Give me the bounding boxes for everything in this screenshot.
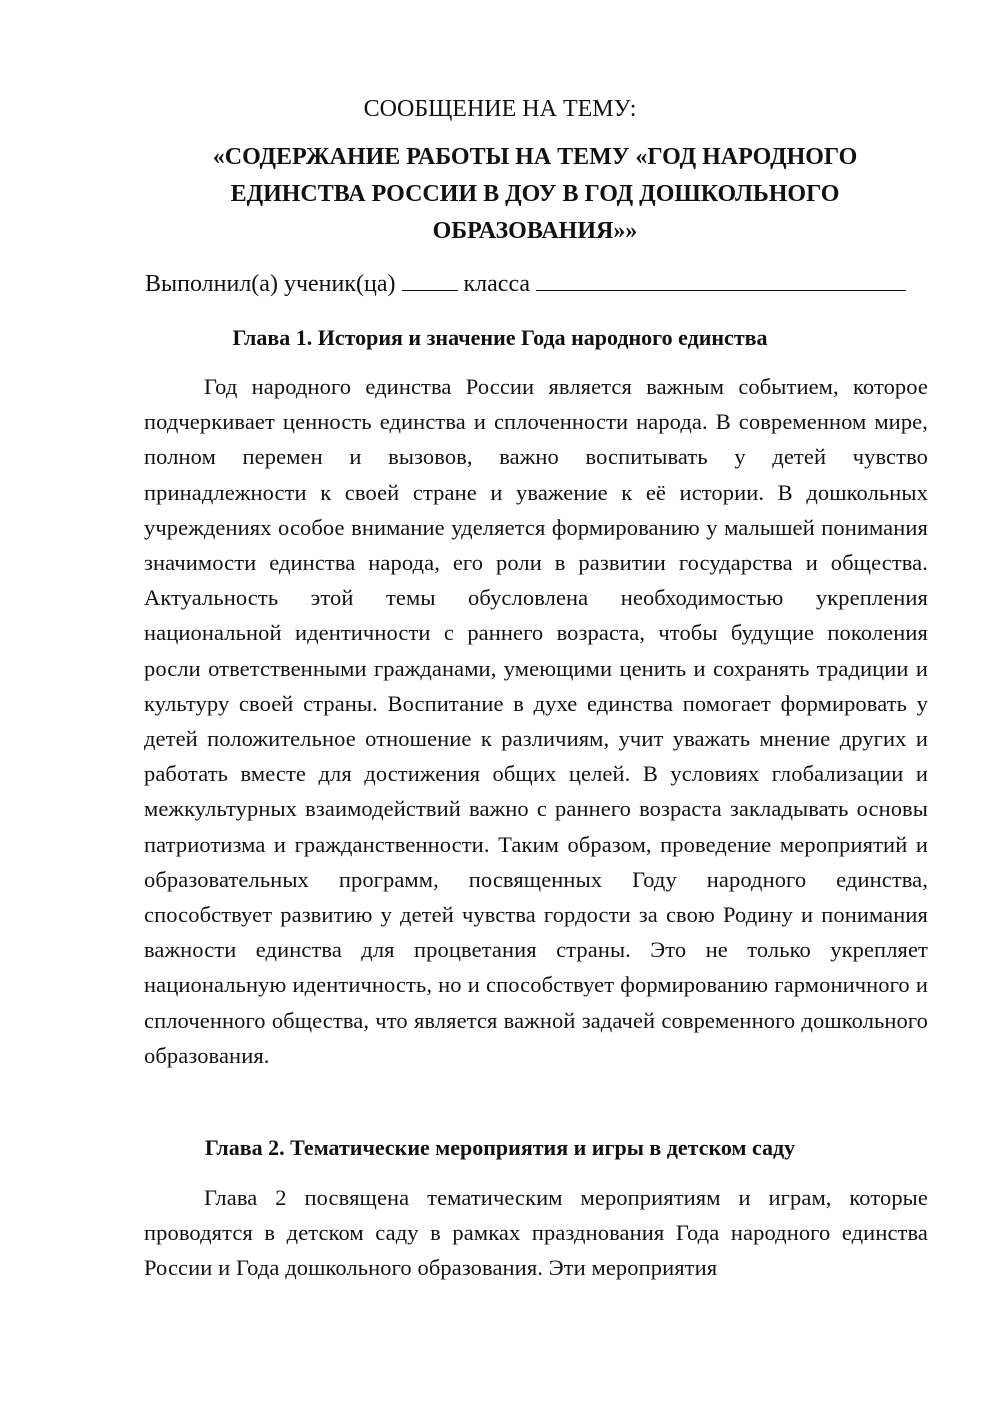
author-line — [145, 266, 906, 302]
grade-blank-field — [402, 268, 458, 291]
chapter-2-paragraph: Глава 2 посвящена тематическим мероприятиям и играм, которые проводятся в детском саду в рамках празднования Года народного единства России и Года дошкольного образования. Эти мероприятия — [144, 1185, 928, 1281]
document-title: «СОДЕРЖАНИЕ РАБОТЫ НА ТЕМУ «ГОД НАРОДНОГО ЕДИНСТВА РОССИИ В ДОУ В ГОД ДОШКОЛЬНОГО ОБРАЗОВАНИЯ»» — [212, 144, 858, 244]
chapter-2-title: Глава 2. Тематические мероприятия и игры в детском саду — [204, 1135, 796, 1160]
chapter-1-title: Глава 1. История и значение Года народного единства — [232, 325, 768, 350]
chapter-1-paragraph: Год народного единства России является важным событием, которое подчеркивает ценность единства и сплоченности народа. В современном мире, полном перемен и вызовов, важно воспитывать у детей чувство принадлежности к своей стране и уважение к её истории. В дошкольных учреждениях особое внимание уделяется формированию у малышей понимания значимости единства народа, его роли в развитии государства и общества. Актуальность этой темы обусловлена необходимостью укрепления национальной идентичности с раннего возраста, чтобы будущие поколения росли ответственными гражданами, умеющими ценить и сохранять традиции и культуру своей страны. Воспитание в духе единства помогает формировать у детей положительное отношение к различиям, учит уважать мнение других и работать вместе для достижения общих целей. В условиях глобализации и межкультурных взаимодействий важно с раннего возраста закладывать основы патриотизма и гражданственности. Таким образом, проведение мероприятий и образовательных программ, посвященных Году народного единства, способствует развитию у детей чувства гордости за свою Родину и понимания важности единства для процветания страны. Это не только укрепляет национальную идентичность, но и способствует формированию гармоничного и сплоченного общества, что является важной задачей современного дошкольного образования. — [144, 374, 928, 1068]
class-label: класса — [463, 271, 531, 297]
author-label: Выполнил(а) ученик(ца) — [145, 271, 396, 297]
document-heading: СООБЩЕНИЕ НА ТЕМУ: — [363, 96, 637, 122]
name-blank-field — [536, 268, 906, 291]
